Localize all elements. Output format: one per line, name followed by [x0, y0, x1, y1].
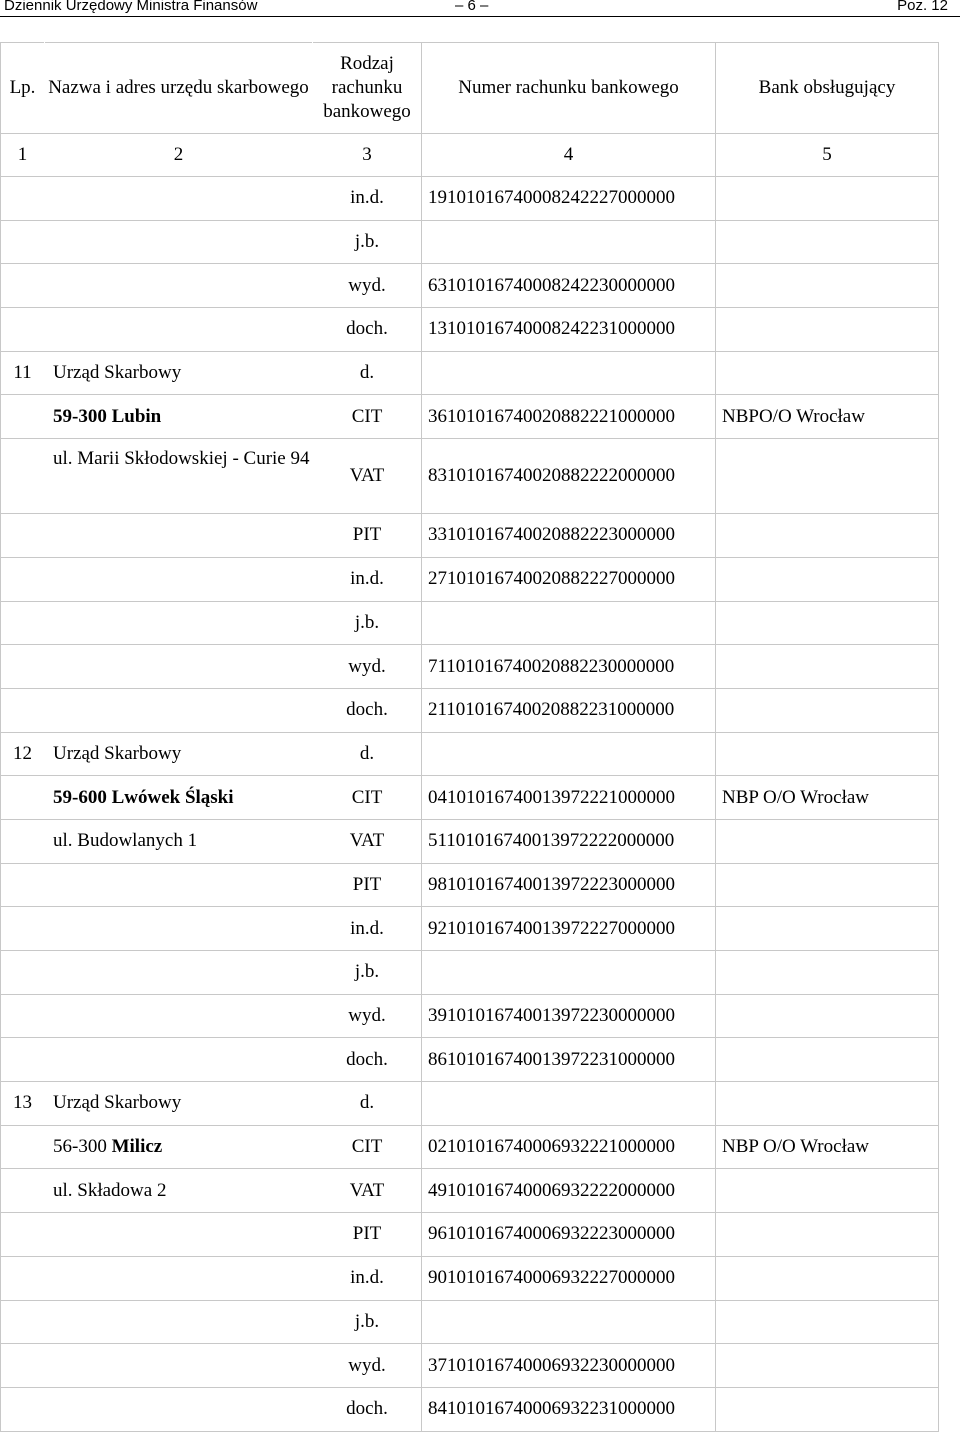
- row-lp: [1, 776, 45, 820]
- row-account-number: 96101016740006932223000000: [422, 1213, 716, 1257]
- row-account-number: 98101016740013972223000000: [422, 863, 716, 907]
- row-office-name: ul. Marii Skłodowskiej - Curie 94: [45, 439, 313, 514]
- table-row: [1, 1256, 939, 1300]
- row-account-type: in.d.: [313, 557, 422, 601]
- row-account-type: doch.: [313, 688, 422, 732]
- row-account-number: 49101016740006932222000000: [422, 1169, 716, 1213]
- row-office-name: ul. Składowa 2: [45, 1169, 313, 1213]
- row-account-number: [422, 1300, 716, 1344]
- page-header: [4, 0, 948, 14]
- row-lp: [1, 863, 45, 907]
- header-bank: Bank obsługujący: [716, 43, 939, 134]
- row-bank: [716, 1169, 939, 1213]
- bank-accounts-table: [0, 42, 939, 1432]
- row-account-type: wyd.: [313, 645, 422, 689]
- row-bank: [716, 863, 939, 907]
- row-office-name: [45, 1038, 313, 1082]
- row-bank: [716, 951, 939, 995]
- row-account-type: j.b.: [313, 220, 422, 264]
- table-row: [1, 1213, 939, 1257]
- row-office-name: [45, 1300, 313, 1344]
- table-row: [1, 819, 939, 863]
- row-account-number: [422, 220, 716, 264]
- row-account-type: PIT: [313, 1213, 422, 1257]
- row-office-name: Urząd Skarbowy: [45, 732, 313, 776]
- row-bank: [716, 439, 939, 514]
- table-row: [1, 439, 939, 514]
- row-account-type: CIT: [313, 1125, 422, 1169]
- row-lp: [1, 439, 45, 514]
- table-row: [1, 1169, 939, 1213]
- row-office-name: [45, 557, 313, 601]
- table-row: [1, 645, 939, 689]
- row-lp: [1, 688, 45, 732]
- row-bank: [716, 351, 939, 395]
- header-account-number: Numer rachunku bankowego: [422, 43, 716, 134]
- row-office-name: [45, 220, 313, 264]
- row-lp: [1, 645, 45, 689]
- office-city: Milicz: [111, 1136, 163, 1158]
- column-number: 5: [716, 134, 939, 177]
- table-row: [1, 732, 939, 776]
- table-row: [1, 514, 939, 558]
- row-account-type: d.: [313, 732, 422, 776]
- row-lp: 11: [1, 351, 45, 395]
- row-lp: 12: [1, 732, 45, 776]
- row-lp: [1, 951, 45, 995]
- row-account-number: [422, 951, 716, 995]
- row-lp: [1, 1387, 45, 1431]
- row-account-number: 19101016740008242227000000: [422, 177, 716, 221]
- table-row: [1, 220, 939, 264]
- row-bank: [716, 994, 939, 1038]
- row-office-name: [45, 688, 313, 732]
- journal-title: Dziennik Urzędowy Ministra Finansów: [4, 0, 258, 14]
- table-row: [1, 308, 939, 352]
- row-account-number: [422, 601, 716, 645]
- column-number: 1: [1, 134, 45, 177]
- row-account-type: in.d.: [313, 907, 422, 951]
- row-lp: [1, 1169, 45, 1213]
- header-office-name: Nazwa i adres urzędu skarbowego: [45, 43, 313, 134]
- table-row: [1, 1387, 939, 1431]
- row-account-number: [422, 351, 716, 395]
- row-office-name: [45, 907, 313, 951]
- row-account-number: 83101016740020882222000000: [422, 439, 716, 514]
- row-account-number: 04101016740013972221000000: [422, 776, 716, 820]
- row-bank: [716, 601, 939, 645]
- row-lp: [1, 1344, 45, 1388]
- row-lp: [1, 994, 45, 1038]
- row-bank: [716, 688, 939, 732]
- row-bank: [716, 557, 939, 601]
- table-row: [1, 863, 939, 907]
- row-bank: NBP O/O Wrocław: [716, 1125, 939, 1169]
- table-row: [1, 1344, 939, 1388]
- position-number: Poz. 12: [897, 0, 948, 14]
- row-office-name: ul. Budowlanych 1: [45, 819, 313, 863]
- row-office-name: [45, 601, 313, 645]
- header-account-type: Rodzaj rachunku bankowego: [313, 43, 422, 134]
- row-account-number: 02101016740006932221000000: [422, 1125, 716, 1169]
- row-account-type: in.d.: [313, 177, 422, 221]
- row-bank: [716, 220, 939, 264]
- row-lp: [1, 601, 45, 645]
- table-row: [1, 557, 939, 601]
- table-row: [1, 1082, 939, 1126]
- table-row: [1, 994, 939, 1038]
- row-office-name: [45, 645, 313, 689]
- row-lp: [1, 177, 45, 221]
- row-bank: [716, 264, 939, 308]
- row-account-type: CIT: [313, 776, 422, 820]
- row-account-type: VAT: [313, 439, 422, 514]
- table-row: [1, 177, 939, 221]
- row-bank: [716, 1038, 939, 1082]
- row-lp: [1, 514, 45, 558]
- row-bank: [716, 645, 939, 689]
- row-account-type: d.: [313, 351, 422, 395]
- row-account-number: 71101016740020882230000000: [422, 645, 716, 689]
- row-office-name: [45, 1213, 313, 1257]
- row-office-name: 59-300 Lubin: [45, 395, 313, 439]
- row-office-name: [45, 1125, 313, 1169]
- row-bank: [716, 1387, 939, 1431]
- row-office-name: [45, 1387, 313, 1431]
- row-bank: [716, 1213, 939, 1257]
- row-account-type: VAT: [313, 1169, 422, 1213]
- row-account-type: wyd.: [313, 994, 422, 1038]
- row-bank: [716, 1082, 939, 1126]
- row-lp: [1, 264, 45, 308]
- row-lp: [1, 1038, 45, 1082]
- column-number: 3: [313, 134, 422, 177]
- table-row: [1, 264, 939, 308]
- row-account-number: 92101016740013972227000000: [422, 907, 716, 951]
- table-row: [1, 1038, 939, 1082]
- row-bank: NBPO/O Wrocław: [716, 395, 939, 439]
- row-account-type: doch.: [313, 1387, 422, 1431]
- table-row: [1, 601, 939, 645]
- row-office-name: 59-600 Lwówek Śląski: [45, 776, 313, 820]
- row-account-number: 36101016740020882221000000: [422, 395, 716, 439]
- row-account-number: 39101016740013972230000000: [422, 994, 716, 1038]
- office-postal-code: 56-300: [53, 1136, 107, 1158]
- column-number: 2: [45, 134, 313, 177]
- row-office-name: [45, 863, 313, 907]
- row-office-name: [45, 994, 313, 1038]
- row-account-number: [422, 1082, 716, 1126]
- row-office-name: [45, 951, 313, 995]
- row-account-number: 84101016740006932231000000: [422, 1387, 716, 1431]
- row-account-number: 86101016740013972231000000: [422, 1038, 716, 1082]
- row-account-number: 63101016740008242230000000: [422, 264, 716, 308]
- row-office-name: [45, 308, 313, 352]
- table-row: [1, 395, 939, 439]
- row-account-type: d.: [313, 1082, 422, 1126]
- row-lp: [1, 395, 45, 439]
- row-account-type: doch.: [313, 1038, 422, 1082]
- column-number: 4: [422, 134, 716, 177]
- row-lp: [1, 557, 45, 601]
- row-lp: [1, 1213, 45, 1257]
- row-lp: [1, 1125, 45, 1169]
- table-row: [1, 951, 939, 995]
- row-account-number: [422, 732, 716, 776]
- table-row: [1, 688, 939, 732]
- page-number: – 6 –: [455, 0, 489, 14]
- row-office-name: [45, 177, 313, 221]
- row-account-type: PIT: [313, 863, 422, 907]
- row-account-number: 90101016740006932227000000: [422, 1256, 716, 1300]
- row-office-name: Urząd Skarbowy: [45, 1082, 313, 1126]
- row-bank: [716, 732, 939, 776]
- row-lp: [1, 1256, 45, 1300]
- table-row: [1, 1125, 939, 1169]
- row-bank: [716, 907, 939, 951]
- row-office-name: [45, 1256, 313, 1300]
- row-lp: [1, 1300, 45, 1344]
- table-row: [1, 1300, 939, 1344]
- row-bank: [716, 308, 939, 352]
- row-account-type: wyd.: [313, 264, 422, 308]
- row-office-name: [45, 1344, 313, 1388]
- table-row: [1, 776, 939, 820]
- row-account-number: 21101016740020882231000000: [422, 688, 716, 732]
- row-account-number: 37101016740006932230000000: [422, 1344, 716, 1388]
- row-office-name: Urząd Skarbowy: [45, 351, 313, 395]
- row-bank: [716, 177, 939, 221]
- row-account-type: PIT: [313, 514, 422, 558]
- row-bank: [716, 514, 939, 558]
- row-office-name: [45, 514, 313, 558]
- row-lp: [1, 907, 45, 951]
- row-bank: [716, 819, 939, 863]
- row-bank: [716, 1256, 939, 1300]
- row-account-number: 51101016740013972222000000: [422, 819, 716, 863]
- row-account-number: 33101016740020882223000000: [422, 514, 716, 558]
- row-account-type: VAT: [313, 819, 422, 863]
- row-account-type: wyd.: [313, 1344, 422, 1388]
- column-number-row: [1, 134, 939, 177]
- table-header-row: [1, 43, 939, 134]
- row-lp: [1, 308, 45, 352]
- row-lp: 13: [1, 1082, 45, 1126]
- row-account-type: j.b.: [313, 601, 422, 645]
- row-bank: [716, 1344, 939, 1388]
- header-lp: Lp.: [1, 43, 45, 134]
- row-account-type: CIT: [313, 395, 422, 439]
- table-row: [1, 907, 939, 951]
- row-bank: [716, 1300, 939, 1344]
- row-office-name: [45, 264, 313, 308]
- row-lp: [1, 819, 45, 863]
- row-account-number: 27101016740020882227000000: [422, 557, 716, 601]
- header-divider: [0, 16, 960, 17]
- row-account-type: doch.: [313, 308, 422, 352]
- row-account-number: 13101016740008242231000000: [422, 308, 716, 352]
- row-lp: [1, 220, 45, 264]
- row-account-type: in.d.: [313, 1256, 422, 1300]
- row-account-type: j.b.: [313, 1300, 422, 1344]
- row-account-type: j.b.: [313, 951, 422, 995]
- row-bank: NBP O/O Wrocław: [716, 776, 939, 820]
- table-row: [1, 351, 939, 395]
